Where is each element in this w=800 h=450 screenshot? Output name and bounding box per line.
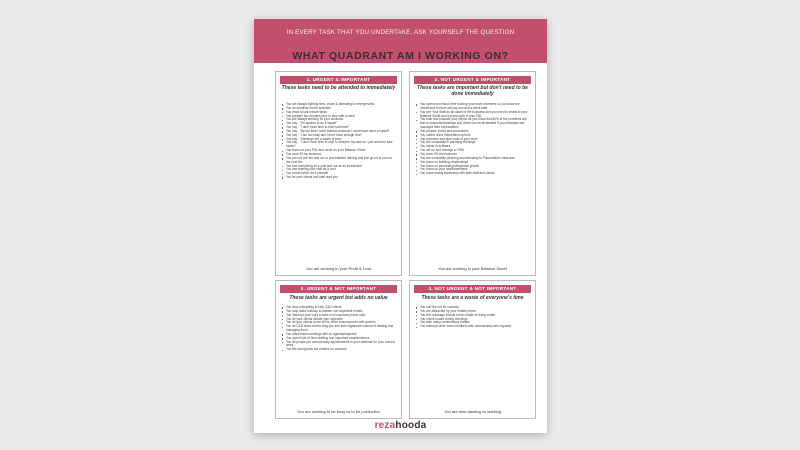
quadrant-not-urgent-not-important [409,280,536,419]
list-item: You are constantly planning and attending to Preventative measures [416,157,529,161]
list-item: You say - "I am too busy and I don't have enough time" [282,134,395,138]
header-banner [254,19,547,63]
list-item: You say - "I don't have time to stop to sharpen my saw so I just work the saw harder" [282,141,395,149]
list-item: You spend lots of time drafting non important emails/memos [282,337,395,341]
quadrant-task-list [416,103,529,176]
list-item: You do deadline driven activities [282,107,395,111]
quadrant-subtitle: These tasks need to be attended to immediately [281,85,396,91]
quadrant-task-list [282,306,395,352]
list-item: You work IN my business [282,153,395,157]
brand-logo [254,420,547,431]
quadrant-urgent-important [275,71,402,276]
list-item: You focus on your health/wellness [416,168,529,172]
list-item: You see training your staff as a cost [282,168,395,172]
list-item: You see Your Staff as an asset of the business and you need to invest in your Balance Sheet and not just work in your P&L [416,111,529,119]
list-item: You let people put unnecessary appointments in your calendar for your current week [282,341,395,349]
quadrant-heading: 1. URGENT & IMPORTANT [280,76,397,84]
list-item: You are always fighting fires, crises & attending to emergencies [282,103,395,107]
list-item: You text message friends in the middle of doing a task [416,314,529,318]
list-item: You surf the net for curiosity [416,306,529,310]
list-item: You collect client information upfront [416,134,529,138]
list-item: You say - "I don't have time to train someone" [282,126,395,130]
list-item: You attend/hold meetings with no agenda/objective [282,333,395,337]
list-item: You say - "By the time I have trained someone I could have done it myself" [282,130,395,134]
quadrant-subtitle: These tasks are urgent but adds no value [289,295,388,301]
quadrant-footer: You are time wasting vs working [444,409,501,414]
banner-title: WHAT QUADRANT AM I WORKING ON? [292,50,509,62]
list-item: You focus on building relationships [416,161,529,165]
list-item: You invest in software [416,145,529,149]
list-item: You are distracted by your mobile phone [416,310,529,314]
list-item: You are always working IN your business [282,118,395,122]
quadrant-heading: 4. NOT URGENT & NOT IMPORTANT [414,285,531,293]
list-item: You check emails during meetings [416,318,529,322]
list-item: You are constantly in planning meetings [416,141,529,145]
quadrant-task-list [282,103,395,180]
quadrant-subtitle: These tasks are a waste of everyone's time [421,295,524,301]
list-item: You like being busy but creates no outcome [282,348,395,352]
list-item: You let your clients arrive at the office unannounced with queries [282,321,395,325]
list-item: You take many unnecessary breaks [416,321,529,325]
list-item: You let C&D class clients drag you into their nightmare instead of leading and managing them [282,325,395,333]
list-item: You react to last minute tasks [282,111,395,115]
list-item: You work ON the business [416,153,529,157]
list-item: You prepare two minutes face to face with a client [282,115,395,119]
banner-question: IN EVERY TASK THAT YOU UNDERTAKE, ASK YOURSELF THE QUESTION [286,29,515,36]
quadrant-footer: You are working in your Balance Sheet [438,266,507,271]
list-item: You interrupt other team members with unnecessary talk regularly [416,325,529,329]
list-item: You say - "Meetings are a waste of time" [282,138,395,142]
quadrant-task-list [416,306,529,329]
list-item: You schedule and plan most of your work [416,138,529,142]
quadrant-footer: You are working to be busy vs to be productive [297,409,380,414]
quadrant-not-urgent-important [409,71,536,276]
list-item: You let your clients and staff lead you [282,176,395,180]
brand-logo-part1: reza [374,420,396,431]
list-item: You drop everything to help C&D clients [282,306,395,310]
worksheet-page [254,19,547,433]
list-item: You focus on personal/professional growth [416,165,529,169]
list-item: You spend enormous time training your team members so you know the investment in them will pay you and a client later [416,103,529,111]
quadrant-heading: 3. URGENT & NOT IMPORTANT [280,285,397,293]
brand-logo-part2: hooda [395,420,427,431]
list-item: You train and educate your clients as you know that 80% of the problems are due to misunderstandings and these can be eliminated if you educated and managed their expectations [416,118,529,130]
quadrant-footer: You are working in your Profit & Loss [305,266,372,271]
quadrant-urgent-not-important [275,280,402,419]
list-item: You would rather do it yourself [282,172,395,176]
list-item: You focus on your P&L and never on your Balance Sheet [282,149,395,153]
list-item: You put out one fire and do no preventative training and just go on to put out the next fire [282,157,395,165]
list-item: You see everything as a cost and not as an investment [282,165,395,169]
list-item: You let your clients dictate your schedule [282,318,395,322]
quadrant-heading: 2. NOT URGENT & IMPORTANT [414,76,531,84]
list-item: You show strong leadership with both staff and clients [416,172,529,176]
list-item: You stop tasks midway to answer non important emails [282,310,395,314]
list-item: You set up and manage a CRM [416,149,529,153]
quadrant-subtitle: These tasks are important but don't need to be done immediately [417,85,528,97]
list-item: You prepare policy and procedures [416,130,529,134]
list-item: You interrupt your work to take non important phone calls [282,314,395,318]
list-item: You say - "It's quicker to do it myself" [282,122,395,126]
